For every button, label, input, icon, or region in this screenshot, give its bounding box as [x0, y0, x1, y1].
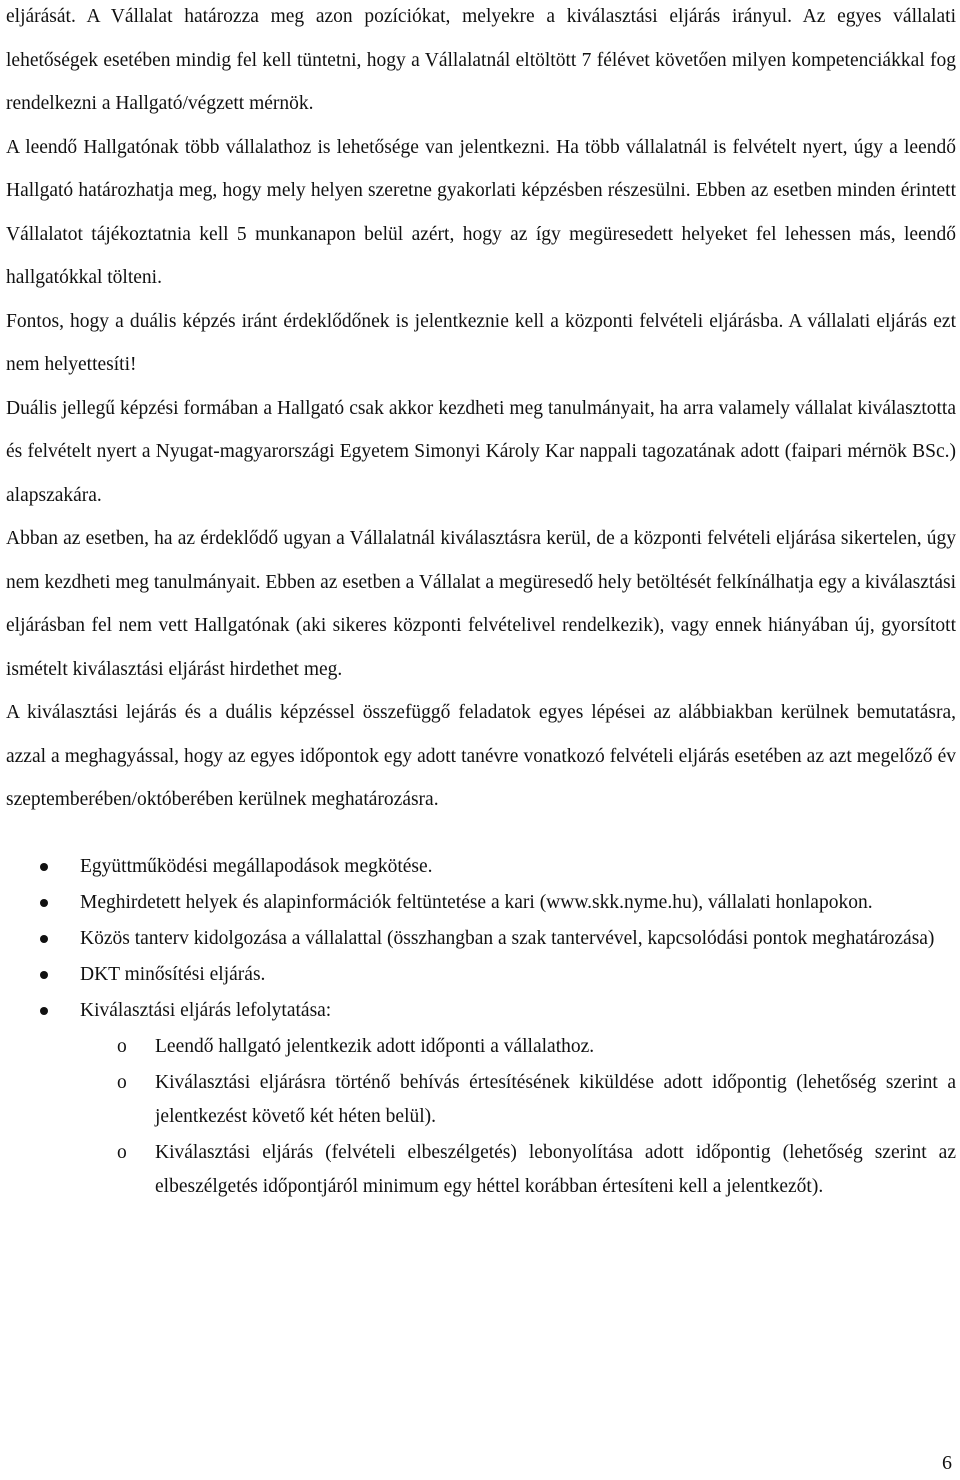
- page-number: 6: [942, 1452, 952, 1474]
- paragraph-unsuccessful-admission: Abban az esetben, ha az érdeklődő ugyan a Vállalatnál kiválasztásra kerül, de a központi felvételi eljárása sikertelen, úgy nem kezdheti meg tanulmányait. Ebben az esetben a Vállalat a megüresedő hely betöltését felkínálhatja egy a kiválasztási eljárásban fel nem vett Hallgatónak (aki sikeres központi felvételivel rendelkezik), vagy ennek hiányában új, gyorsított ismételt kiválasztási eljárást hirdethet meg.: [6, 528, 956, 680]
- paragraph-selection-steps-intro: A kiválasztási lejárás és a duális képzéssel összefüggő feladatok egyes lépései az alábbiakban kerülnek bemutatásra, azzal a meghagyással, hogy az egyes időpontok egy adott tanévre vonatkozó felvételi eljárás esetében az azt megelőző év szeptemberében/októberében kerülnek meghatározásra.: [6, 702, 956, 810]
- list-item: [6, 922, 956, 956]
- selection-procedure-sublist: [80, 1030, 956, 1204]
- paragraph-central-admission: Fontos, hogy a duális képzés iránt érdeklődőnek is jelentkeznie kell a központi felvételi eljárásba. A vállalati eljárás ezt nem helyettesíti!: [6, 310, 956, 375]
- paragraph-multiple-applications: A leendő Hallgatónak több vállalathoz is lehetősége van jelentkezni. Ha több vállalatnál is felvételt nyert, úgy a leendő Hallgató határozhatja meg, hogy mely helyen szeretne gyakorlati képzésben részesülni. Ebben az esetben minden érintett Vállalatot tájékoztatnia kell 5 munkanapon belül azért, hogy az így megüresedett helyeket fel lehessen más, leendő hallgatókkal tölteni.: [6, 136, 956, 288]
- bullet-icon: [40, 1007, 48, 1015]
- sub-bullet-marker: o: [117, 1071, 127, 1093]
- bullet-icon: [40, 863, 48, 871]
- list-item: [6, 994, 956, 1204]
- sub-list-item-text: Leendő hallgató jelentkezik adott időponti a vállalathoz.: [155, 1035, 595, 1057]
- paragraph-company-positions: eljárását. A Vállalat határozza meg azon pozíciókat, melyekre a kiválasztási eljárás irányul. Az egyes vállalati lehetőségek esetében mindig fel kell tüntetni, hogy a Vállalatnál eltöltött 7 félévet követően milyen kompetenciákkal fog rendelkezni a Hallgató/végzett mérnök.: [6, 6, 956, 114]
- list-item-text: Meghirdetett helyek és alapinformációk feltüntetése a kari (www.skk.nyme.hu), vállalati honlapokon.: [80, 891, 873, 913]
- list-item: [6, 850, 956, 884]
- list-item-text: Közös tanterv kidolgozása a vállalattal (összhangban a szak tantervével, kapcsolódási pontok meghatározása): [80, 927, 935, 949]
- sub-list-item: [80, 1066, 956, 1134]
- sub-list-item: [80, 1136, 956, 1204]
- list-item: [6, 886, 956, 920]
- sub-list-item-text: Kiválasztási eljárásra történő behívás értesítésének kiküldése adott időpontig (lehetőség szerint a jelentkezést követő két héten belül).: [155, 1071, 956, 1127]
- bullet-icon: [40, 971, 48, 979]
- list-item-text: DKT minősítési eljárás.: [80, 963, 266, 985]
- bullet-icon: [40, 935, 48, 943]
- sub-bullet-marker: o: [117, 1035, 127, 1057]
- sub-bullet-marker: o: [117, 1141, 127, 1163]
- sub-list-item-text: Kiválasztási eljárás (felvételi elbeszélgetés) lebonyolítása adott időpontig (lehetőség szerint az elbeszélgetés időpontjáról minimum egy héttel korábban értesíteni kell a jelentkezőt).: [155, 1141, 956, 1197]
- bullet-icon: [40, 899, 48, 907]
- sub-list-item: [80, 1030, 956, 1064]
- paragraph-dual-training-start: Duális jellegű képzési formában a Hallgató csak akkor kezdheti meg tanulmányait, ha arra valamely vállalat kiválasztotta és felvételt nyert a Nyugat-magyarországi Egyetem Simonyi Károly Kar nappali tagozatának adott (faipari mérnök BSc.) alapszakára.: [6, 397, 956, 506]
- selection-steps-list: [6, 850, 956, 1204]
- document-page: [6, 0, 956, 1206]
- list-item-text: Együttműködési megállapodások megkötése.: [80, 855, 433, 877]
- list-item: [6, 958, 956, 992]
- list-item-text: Kiválasztási eljárás lefolytatása:: [80, 999, 332, 1021]
